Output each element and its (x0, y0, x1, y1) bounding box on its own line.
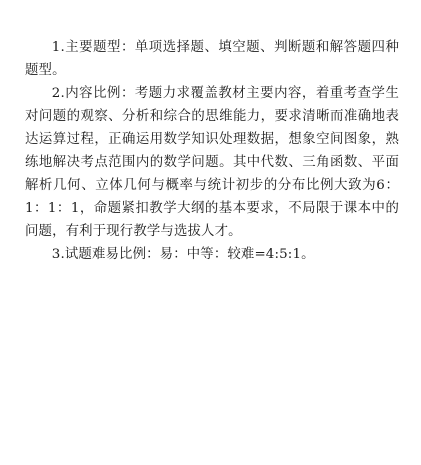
document-body (25, 36, 399, 266)
paragraph-content-ratio: 2.内容比例：考题力求覆盖教材主要内容，着重考查学生对问题的观察、分析和综合的思维能力，要求清晰而准确地表达运算过程，正确运用数学知识处理数据，想象空间图象，熟练地解决考点范围内的数学问题。其中代数、三角函数、平面解析几何、立体几何与概率与统计初步的分布比例大致为6：1：1：1，命题紧扣教学大纲的基本要求，不局限于课本中的问题，有利于现行教学与选拔人才。 (25, 86, 399, 239)
paragraph-question-types: 1.主要题型：单项选择题、填空题、判断题和解答题四种题型。 (25, 40, 399, 78)
paragraph-difficulty-ratio: 3.试题难易比例：易：中等：较难=4:5:1。 (51, 247, 315, 262)
